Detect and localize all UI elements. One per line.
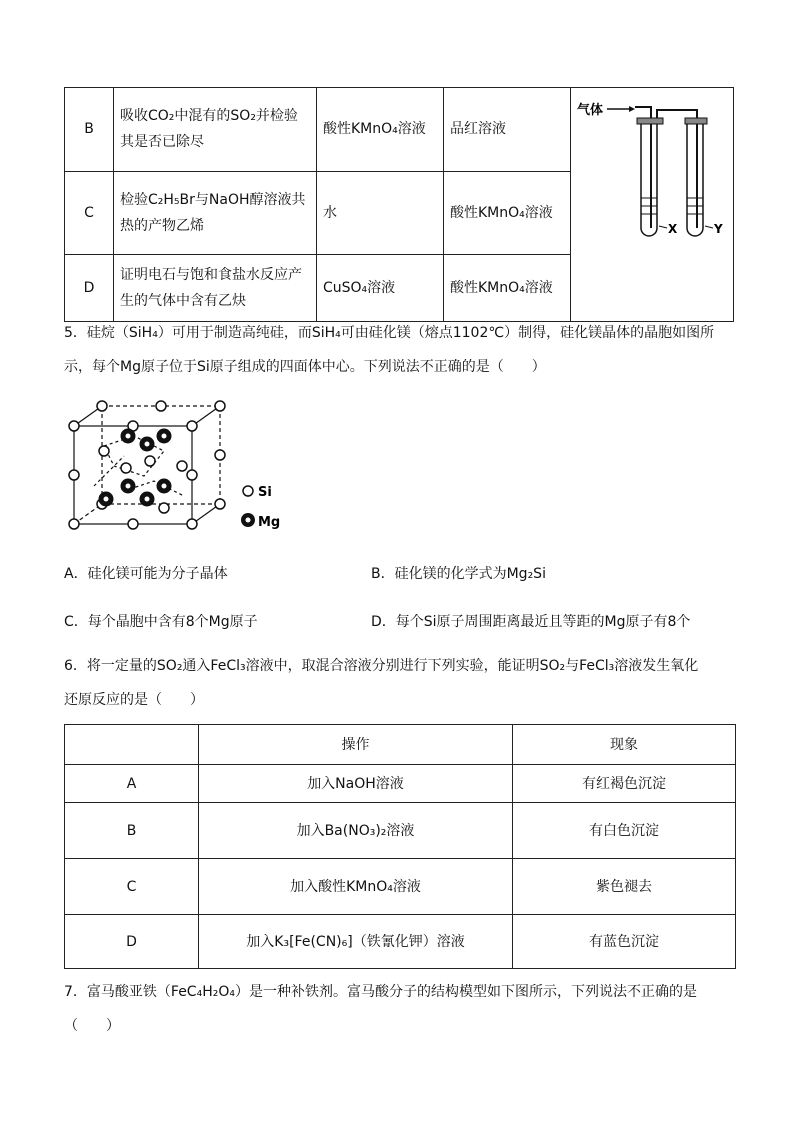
legend-mg: Mg [258,515,281,530]
q6-line2: 还原反应的是（ ） [64,692,204,708]
table-header: 现象 [513,725,736,765]
q5-option-b: B．硅化镁的化学式为Mg₂Si [371,566,546,582]
table-cell: 有白色沉淀 [513,803,736,859]
row-purpose: 证明电石与饱和食盐水反应产生的气体中含有乙炔 [114,255,317,322]
crystal-cell-diagram [64,396,304,536]
row-label: C [65,171,114,255]
table-cell: 有蓝色沉淀 [513,915,736,969]
table-cell: 加入酸性KMnO₄溶液 [199,859,513,915]
table-cell: 有红褐色沉淀 [513,765,736,803]
row-reagent1: 酸性KMnO₄溶液 [317,88,444,172]
row-purpose: 检验C₂H₅Br与NaOH醇溶液共热的产物乙烯 [114,171,317,255]
row-reagent2: 酸性KMnO₄溶液 [444,171,571,255]
experiment-table [64,724,736,969]
table-cell: 加入NaOH溶液 [199,765,513,803]
row-reagent2: 品红溶液 [444,88,571,172]
row-purpose: 吸收CO₂中混有的SO₂并检验其是否已除尽 [114,88,317,172]
table-cell: 加入K₃[Fe(CN)₆]（铁氰化钾）溶液 [199,915,513,969]
table-cell: 紫色褪去 [513,859,736,915]
row-reagent1: CuSO₄溶液 [317,255,444,322]
legend-si: Si [258,485,272,500]
row-label: D [65,255,114,322]
q5-option-c: C．每个晶胞中含有8个Mg原子 [64,614,258,630]
row-reagent2: 酸性KMnO₄溶液 [444,255,571,322]
gas-washing-apparatus [571,88,733,312]
q7-line2: （ ） [64,1018,120,1034]
table-header: 操作 [199,725,513,765]
row-reagent1: 水 [317,171,444,255]
table-header [65,725,199,765]
reagent-table [64,87,734,322]
q5-line1: 5．硅烷（SiH₄）可用于制造高纯硅，而SiH₄可由硅化镁（熔点1102℃）制得，硅化镁晶体的晶胞如图所 [64,325,715,341]
gas-label: 气体 [577,103,604,118]
table-cell: D [65,915,199,969]
table-cell: A [65,765,199,803]
q5-option-a: A．硅化镁可能为分子晶体 [64,566,228,582]
table-cell: C [65,859,199,915]
q7-line1: 7．富马酸亚铁（FeC₄H₂O₄）是一种补铁剂。富马酸分子的结构模型如下图所示，下列说法不正确的是 [64,984,697,1000]
q6-line1: 6．将一定量的SO₂通入FeCl₃溶液中，取混合溶液分别进行下列实验，能证明SO₂与FeCl₃溶液发生氧化 [64,658,699,674]
row-label: B [65,88,114,172]
q5-option-d: D．每个Si原子周围距离最近且等距的Mg原子有8个 [371,614,691,630]
apparatus-figure [571,88,734,322]
table-cell: 加入Ba(NO₃)₂溶液 [199,803,513,859]
y-label: Y [714,222,723,236]
x-label: X [668,222,678,236]
q5-line2: 示，每个Mg原子位于Si原子组成的四面体中心。下列说法不正确的是（ ） [64,359,546,375]
table-cell: B [65,803,199,859]
